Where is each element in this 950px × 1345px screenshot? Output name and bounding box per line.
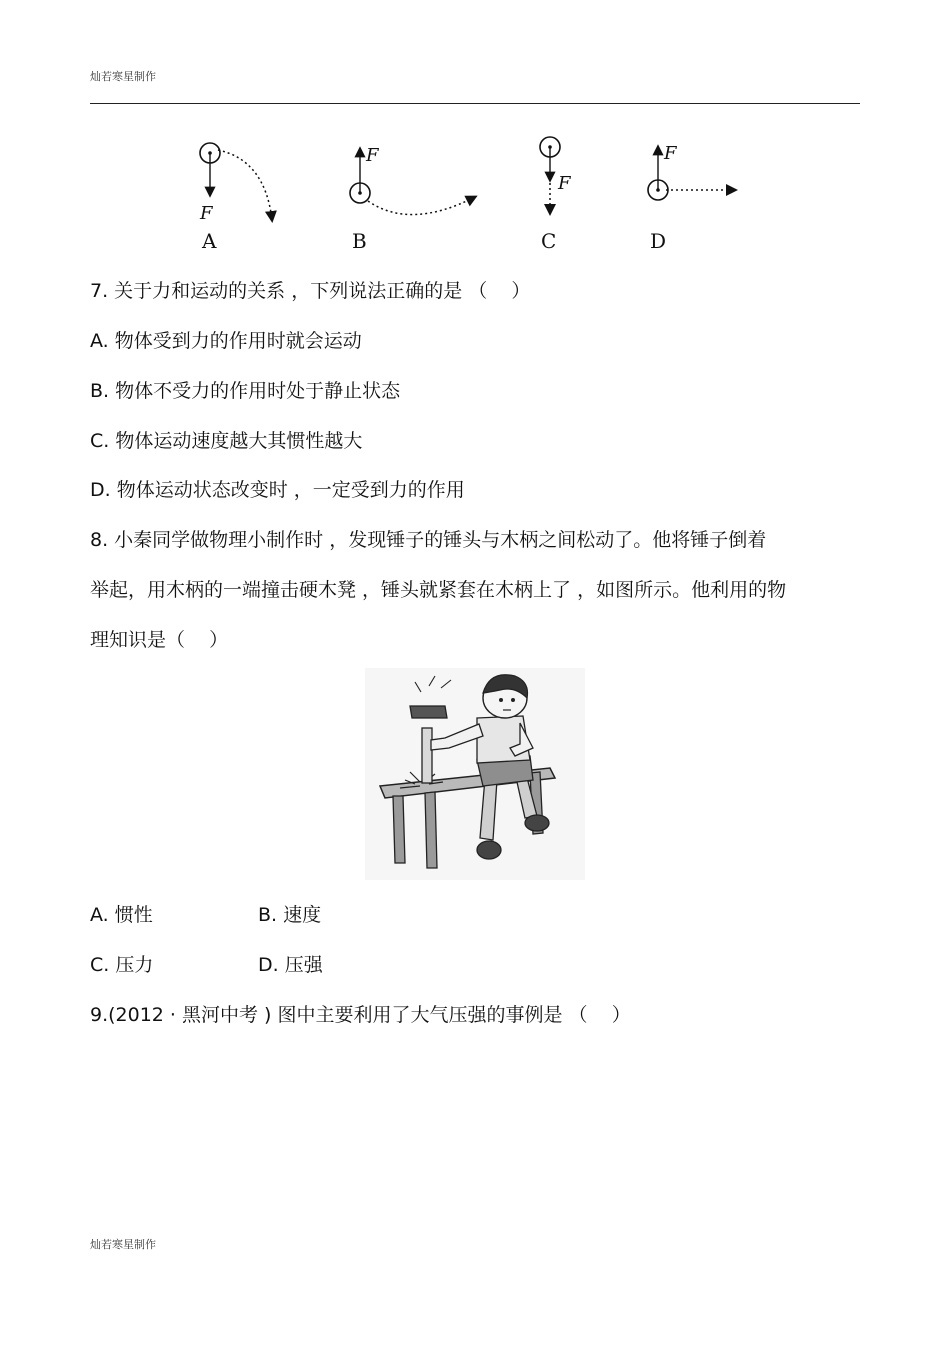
q7-option-d: D. 物体运动状态改变时 ，一定受到力的作用: [90, 479, 465, 501]
q8-option-b: B. 速度: [258, 904, 322, 926]
q8-option-a: A. 惯性: [90, 904, 153, 926]
diagram-d: [648, 143, 735, 253]
force-diagram-figure: [180, 125, 770, 255]
q7-option-c: C. 物体运动速度越大其惯性越大: [90, 430, 363, 452]
diagram-a-force-label: F: [200, 203, 213, 224]
diagram-b: [350, 145, 475, 253]
diagram-c-label: C: [541, 229, 557, 253]
diagram-d-label: D: [650, 229, 667, 253]
boy-hammer-bench-illustration: [365, 668, 585, 880]
q8-option-d: D. 压强: [258, 954, 323, 976]
q7-stem: 7. 关于力和运动的关系 ，下列说法正确的是 （ ）: [90, 280, 531, 302]
page-footer: 灿若寒星制作: [90, 1238, 156, 1251]
q7-option-b: B. 物体不受力的作用时处于静止状态: [90, 380, 401, 402]
q8-stem-line-1: 8. 小秦同学做物理小制作时 ，发现锤子的锤头与木柄之间松动了。他将锤子倒着: [90, 529, 767, 551]
header-rule: [90, 103, 860, 104]
page-header: 灿若寒星制作: [90, 70, 156, 83]
q9-stem: 9.(2012 · 黑河中考 ) 图中主要利用了大气压强的事例是 （ ）: [90, 1004, 631, 1026]
diagram-c-force-label: F: [558, 173, 571, 194]
q7-option-a: A. 物体受到力的作用时就会运动: [90, 330, 362, 352]
q8-stem-line-2: 举起，用木柄的一端撞击硬木凳 ，锤头就紧套在木柄上了 ，如图所示。他利用的物: [90, 579, 787, 601]
diagram-c: [540, 137, 572, 253]
diagram-a: [199, 143, 272, 253]
q8-stem-line-3: 理知识是（ ）: [90, 629, 229, 651]
diagram-b-force-label: F: [366, 145, 379, 166]
diagram-a-label: A: [202, 229, 217, 253]
q8-option-c: C. 压力: [90, 954, 154, 976]
diagram-d-force-label: F: [664, 143, 677, 164]
diagram-b-label: B: [352, 229, 367, 253]
